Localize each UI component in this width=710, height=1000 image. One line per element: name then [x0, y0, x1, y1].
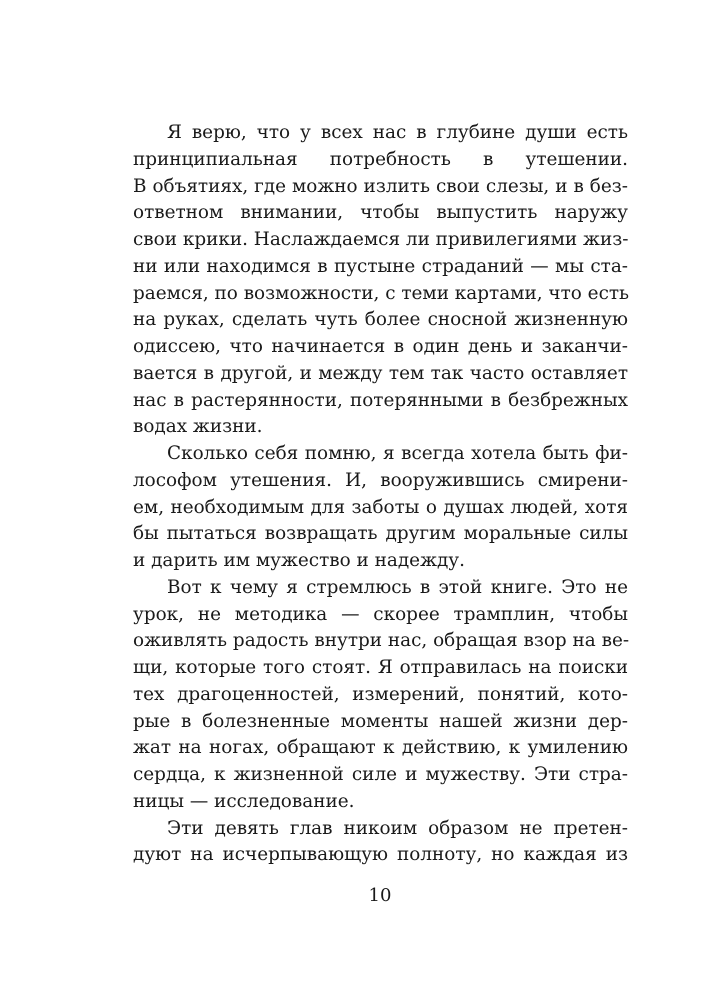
- text-line: нас в растерянности, потерянными в безбрежных: [133, 389, 628, 411]
- page-body-text: [133, 120, 628, 869]
- text-line: В объятиях, где можно излить свои слезы, и в без-: [133, 175, 628, 197]
- text-line: Сколько себя помню, я всегда хотела быть фи-: [167, 443, 628, 464]
- text-line: вается в другой, и между тем так часто оставляет: [133, 362, 628, 384]
- text-line: Эти девять глав никоим образом не претен-: [167, 817, 628, 839]
- text-line: щи, которые того стоят. Я отправилась на поиски: [133, 657, 628, 678]
- text-line: рые в болезненные моменты нашей жизни дер-: [133, 710, 628, 732]
- text-line: лософом утешения. И, вооружившись смирени-: [133, 469, 628, 491]
- text-line: Вот к чему я стремлюсь в этой книге. Это не: [167, 576, 628, 598]
- text-line: Я верю, что у всех нас в глубине души есть: [167, 122, 628, 143]
- text-line: на руках, сделать чуть более сносной жизненную: [133, 309, 628, 331]
- text-line: и дарить им мужество и надежду.: [133, 550, 465, 571]
- text-line: ницы — исследование.: [133, 790, 355, 812]
- text-line: ответном внимании, чтобы выпустить наружу: [133, 202, 628, 224]
- text-line: тех драгоценностей, измерений, понятий, кото-: [133, 683, 628, 705]
- text-line: бы пытаться возвращать другим моральные силы: [133, 523, 628, 545]
- text-line: ни или находимся в пустыне страданий — мы ста-: [133, 255, 628, 277]
- text-line: сердца, к жизненной силе и мужеству. Эти стра-: [133, 764, 628, 785]
- text-line: свои крики. Наслаждаемся ли привилегиями жиз-: [133, 229, 629, 250]
- text-line: раемся, по возможности, с теми картами, что есть: [133, 282, 630, 304]
- text-line: урок, не методика — скорее трамплин, чтобы: [133, 603, 628, 625]
- text-line: принципиальная потребность в утешении.: [133, 148, 628, 170]
- text-line: ем, необходимым для заботы о душах людей, хотя: [133, 496, 628, 518]
- text-line: оживлять радость внутри нас, обращая взор на ве-: [133, 630, 630, 652]
- page-number: 10: [368, 885, 392, 906]
- text-line: водах жизни.: [133, 416, 263, 438]
- text-line: жат на ногах, обращают к действию, к умилению: [133, 737, 628, 759]
- text-line: одиссею, что начинается в один день и заканчи-: [133, 336, 628, 357]
- text-line: дуют на исчерпывающую полноту, но каждая из: [133, 844, 628, 866]
